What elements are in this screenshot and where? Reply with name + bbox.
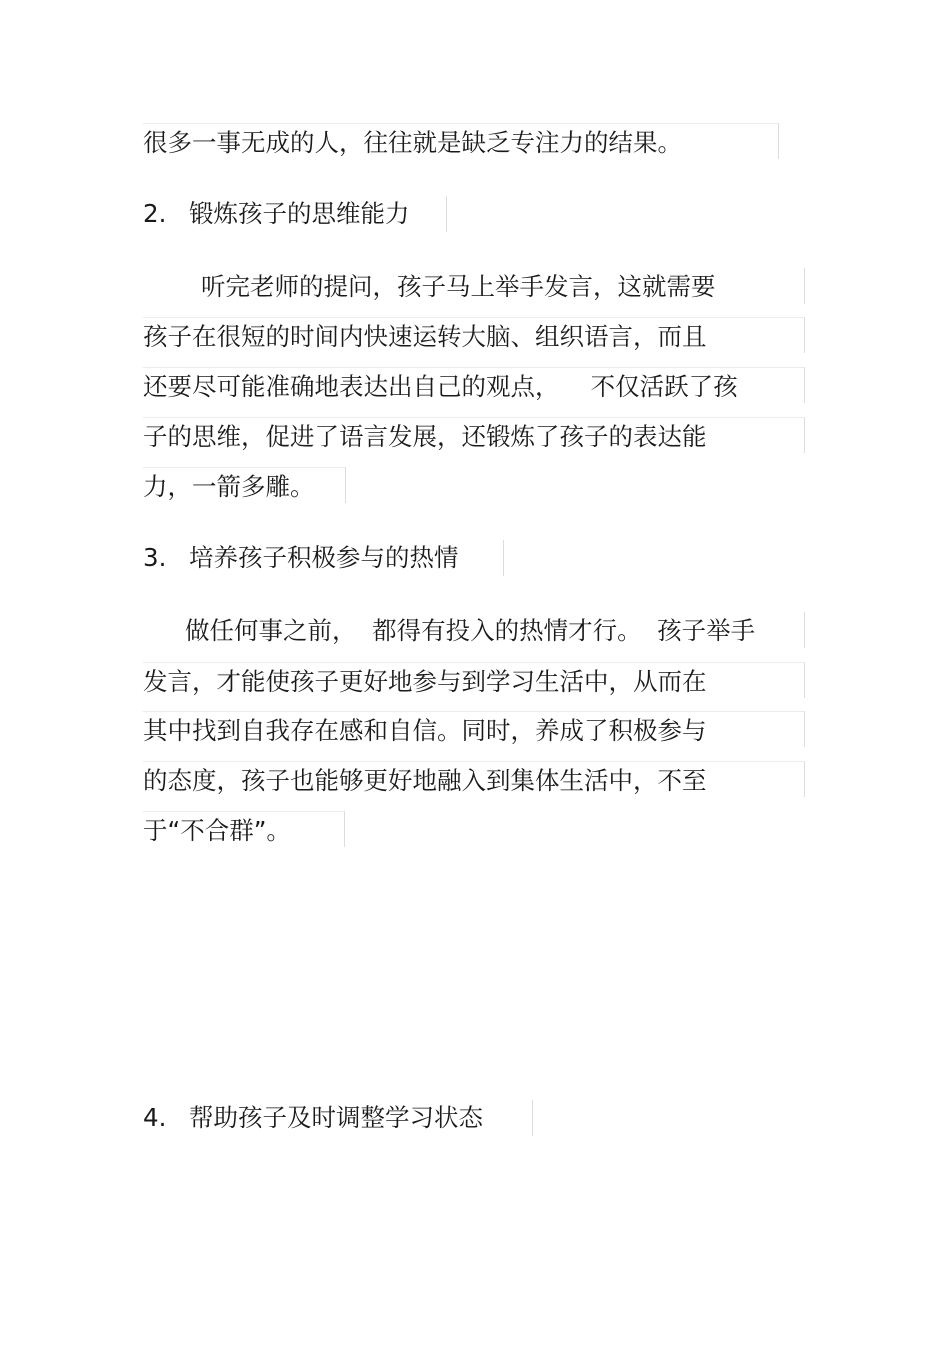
section-number: 3.	[143, 543, 167, 572]
section-number: 4.	[143, 1103, 167, 1132]
section-title: 锻炼孩子的思维能力	[189, 199, 410, 228]
paragraph-line: 其中找到自我存在感和自信。同时，养成了积极参与	[143, 711, 805, 747]
section-heading	[143, 196, 447, 232]
paragraph-line: 发言，才能使孩子更好地参与到学习生活中，从而在	[143, 662, 805, 698]
section-title: 帮助孩子及时调整学习状态	[189, 1103, 483, 1132]
section-title: 培养孩子积极参与的热情	[189, 543, 459, 572]
section-heading	[143, 1100, 533, 1136]
paragraph-line: 子的思维，促进了语言发展，还锻炼了孩子的表达能	[143, 417, 805, 453]
paragraph-line: 孩子在很短的时间内快速运转大脑、组织语言，而且	[143, 317, 805, 353]
section-number: 2.	[143, 199, 167, 228]
paragraph-line: 力，一箭多雕。	[143, 467, 346, 503]
paragraph-line: 听完老师的提问，孩子马上举手发言，这就需要	[143, 268, 805, 304]
section-heading	[143, 540, 504, 576]
paragraph-line: 很多一事无成的人，往往就是缺乏专注力的结果。	[143, 123, 779, 159]
paragraph-line: 还要尽可能准确地表达出自己的观点， 不仅活跃了孩	[143, 367, 805, 403]
paragraph-line: 于“不合群”。	[143, 811, 345, 847]
paragraph-line: 做任何事之前， 都得有投入的热情才行。 孩子举手	[143, 612, 805, 648]
paragraph-line: 的态度，孩子也能够更好地融入到集体生活中，不至	[143, 761, 805, 797]
